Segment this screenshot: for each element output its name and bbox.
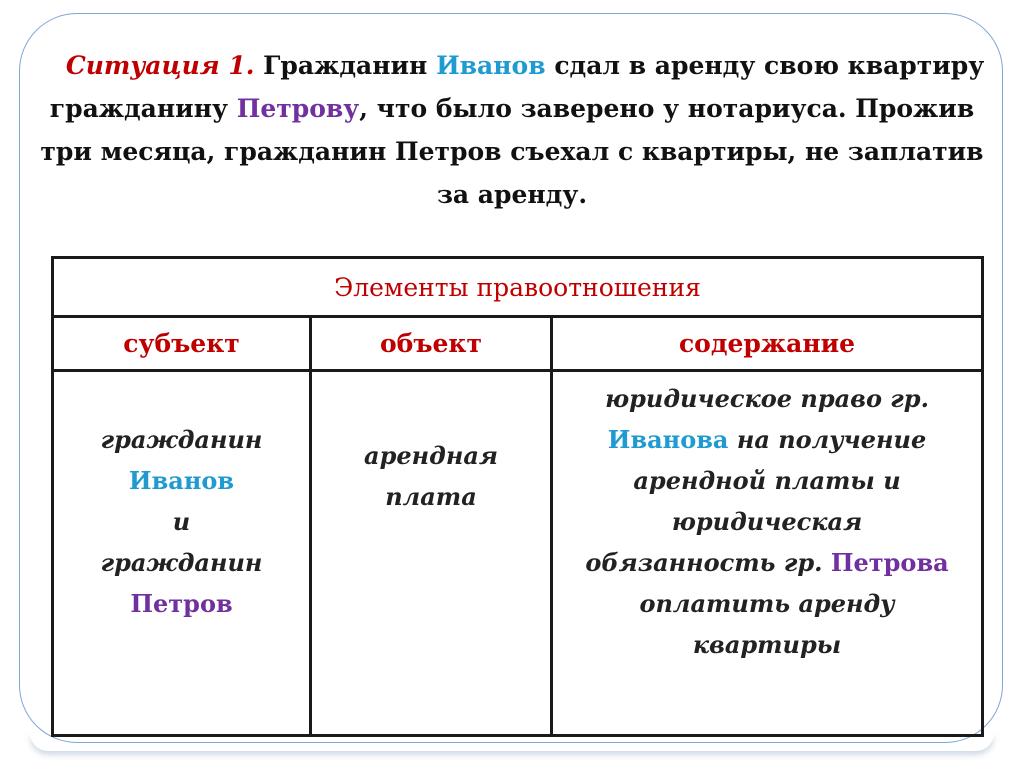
- subject-line1: гражданин: [100, 425, 263, 454]
- object-line1: арендная: [364, 441, 498, 470]
- situation-text-part3: , что было заверено у нотариуса. Прожив три месяца, гражданин Петров съехал с квартиры, не заплатив за аренду.: [40, 94, 984, 209]
- situation-text-part2: сдал в аренду свою квартиру гражданину: [49, 51, 985, 123]
- column-header-subject: субъект: [53, 317, 311, 371]
- content-part3: оплатить аренду квартиры: [639, 589, 895, 659]
- subject-conjunction: и: [172, 507, 191, 536]
- cell-object: [311, 371, 552, 736]
- situation-label: Ситуация 1.: [65, 51, 255, 80]
- situation-text-part1: Гражданин: [254, 51, 437, 80]
- subject-name2: Петров: [130, 589, 233, 618]
- situation-text: [30, 44, 994, 216]
- subject-name1: Иванов: [128, 466, 235, 495]
- column-header-object: объект: [311, 317, 552, 371]
- name-petrov: Петрову: [236, 94, 360, 123]
- table-title: Элементы правоотношения: [53, 258, 983, 317]
- content-name2: Петрова: [830, 548, 949, 577]
- cell-content: [552, 371, 983, 736]
- table-row: [53, 371, 983, 736]
- table-title-row: [53, 258, 983, 317]
- content-part1: юридическое право гр.: [605, 384, 929, 413]
- column-header-content: содержание: [552, 317, 983, 371]
- table-header-row: [53, 317, 983, 371]
- cell-subject: [53, 371, 311, 736]
- content-part2: на получение арендной платы и юридическая обязанность гр.: [585, 425, 927, 577]
- object-line2: плата: [385, 482, 477, 511]
- name-ivanov: Иванов: [436, 51, 546, 80]
- content-name1: Иванова: [607, 425, 729, 454]
- legal-relation-table: [51, 256, 984, 737]
- subject-line2: гражданин: [100, 548, 263, 577]
